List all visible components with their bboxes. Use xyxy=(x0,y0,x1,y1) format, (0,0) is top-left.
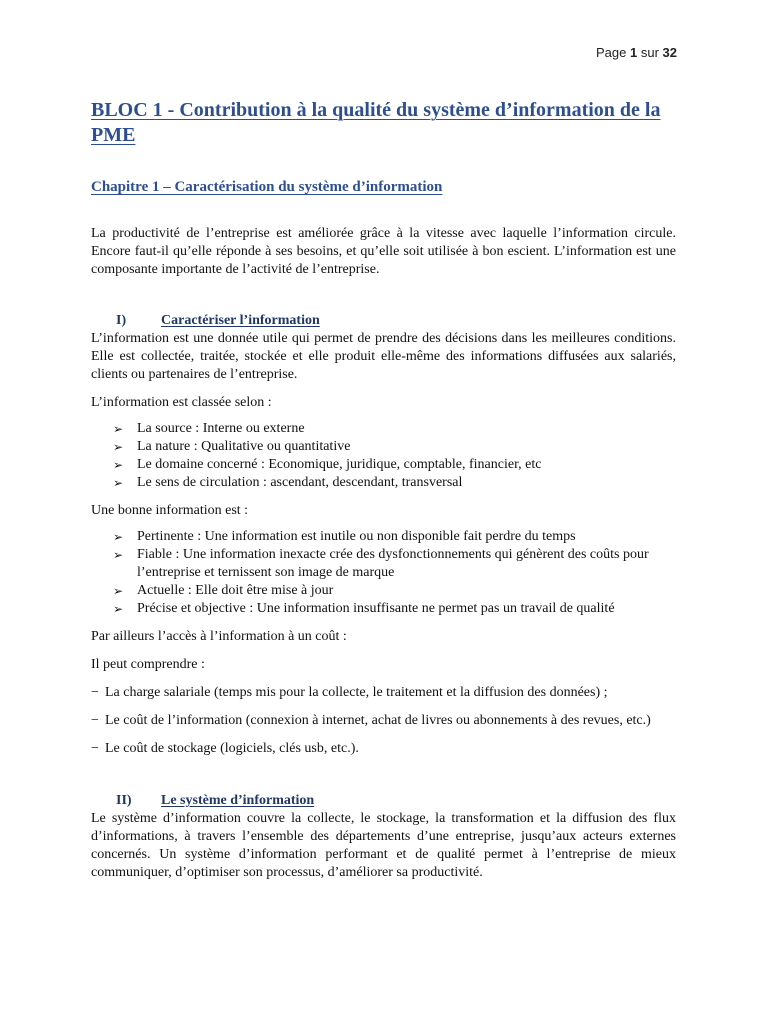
may-include: Il peut comprendre : xyxy=(91,657,205,672)
cost-item: − Le coût de l’information (connexion à internet, achat de livres ou abonnements à des revues, etc.) xyxy=(91,713,651,728)
arrow-bullet-icon: ➢ xyxy=(113,440,124,454)
cost-item: − Le coût de stockage (logiciels, clés usb, etc.). xyxy=(91,741,359,756)
intro-paragraph: La productivité de l’entreprise est améliorée grâce à la vitesse avec laquelle l’information circule. Encore faut-il qu’elle réponde à ses besoins, et qu’elle soit utilisée à bon escient. L’information est une composante importante de l’activité de l’entreprise. xyxy=(91,226,676,277)
list-item: ➢ Fiable : Une information inexacte crée des dysfonctionnements qui génèrent des coûts pour l’entreprise et ternissent son image de marque xyxy=(113,547,649,580)
list-item: ➢ Le domaine concerné : Economique, juridique, comptable, financier, etc xyxy=(113,457,542,472)
arrow-bullet-icon: ➢ xyxy=(113,476,124,490)
section-1-number: I) xyxy=(116,313,127,328)
classification-list xyxy=(91,420,676,492)
list-item: ➢ Pertinente : Une information est inutile ou non disponible fait perdre du temps xyxy=(113,529,576,544)
document-title: BLOC 1 - Contribution à la qualité du système d’information de la PME xyxy=(91,99,661,146)
list-item: ➢ La source : Interne ou externe xyxy=(113,421,305,436)
chapter-heading: Chapitre 1 – Caractérisation du système d’information xyxy=(91,179,443,195)
good-info-intro: Une bonne information est : xyxy=(91,503,249,518)
section-2-number: II) xyxy=(116,793,132,808)
arrow-bullet-icon: ➢ xyxy=(113,548,124,562)
list-item: ➢ La nature : Qualitative ou quantitative xyxy=(113,439,351,454)
page-number: Page 1 sur 32 xyxy=(596,45,677,60)
arrow-bullet-icon: ➢ xyxy=(113,530,124,544)
section-1-paragraph: L’information est une donnée utile qui permet de prendre des décisions dans les meilleures conditions. Elle est collectée, traitée, stockée et elle produit elle-même des informations diffusées aux salariés, clients ou partenaires de l’entreprise. xyxy=(91,331,676,382)
list-item: ➢ Précise et objective : Une information insuffisante ne permet pas un travail de qualité xyxy=(113,601,615,616)
total-pages: 32 xyxy=(662,45,677,60)
list-item: ➢ Actuelle : Elle doit être mise à jour xyxy=(113,583,334,598)
arrow-bullet-icon: ➢ xyxy=(113,422,124,436)
section-2-heading xyxy=(91,792,676,810)
list-item: ➢ Le sens de circulation : ascendant, descendant, transversal xyxy=(113,475,463,490)
dash-bullet-icon: − xyxy=(91,685,99,700)
good-info-list xyxy=(91,528,676,618)
arrow-bullet-icon: ➢ xyxy=(113,584,124,598)
section-1-title: Caractériser l’information xyxy=(161,313,320,328)
section-1-heading xyxy=(91,312,676,330)
dash-bullet-icon: − xyxy=(91,713,99,728)
document-body xyxy=(91,98,676,882)
dash-bullet-icon: − xyxy=(91,741,99,756)
arrow-bullet-icon: ➢ xyxy=(113,458,124,472)
section-2-paragraph: Le système d’information couvre la collecte, le stockage, la transformation et la diffusion des flux d’informations, à travers l’ensemble des départements d’une entreprise, jusqu’aux acteurs externes concernés. Un système d’information performant et de qualité permet à l’entreprise de mieux communiquer, d’optimiser son processus, d’améliorer sa productivité. xyxy=(91,811,676,880)
current-page: 1 xyxy=(630,45,638,60)
arrow-bullet-icon: ➢ xyxy=(113,602,124,616)
cost-intro: Par ailleurs l’accès à l’information à un coût : xyxy=(91,629,347,644)
classified-intro: L’information est classée selon : xyxy=(91,395,272,410)
section-2-title: Le système d’information xyxy=(161,793,315,808)
cost-item: − La charge salariale (temps mis pour la collecte, le traitement et la diffusion des données) ; xyxy=(91,685,608,700)
